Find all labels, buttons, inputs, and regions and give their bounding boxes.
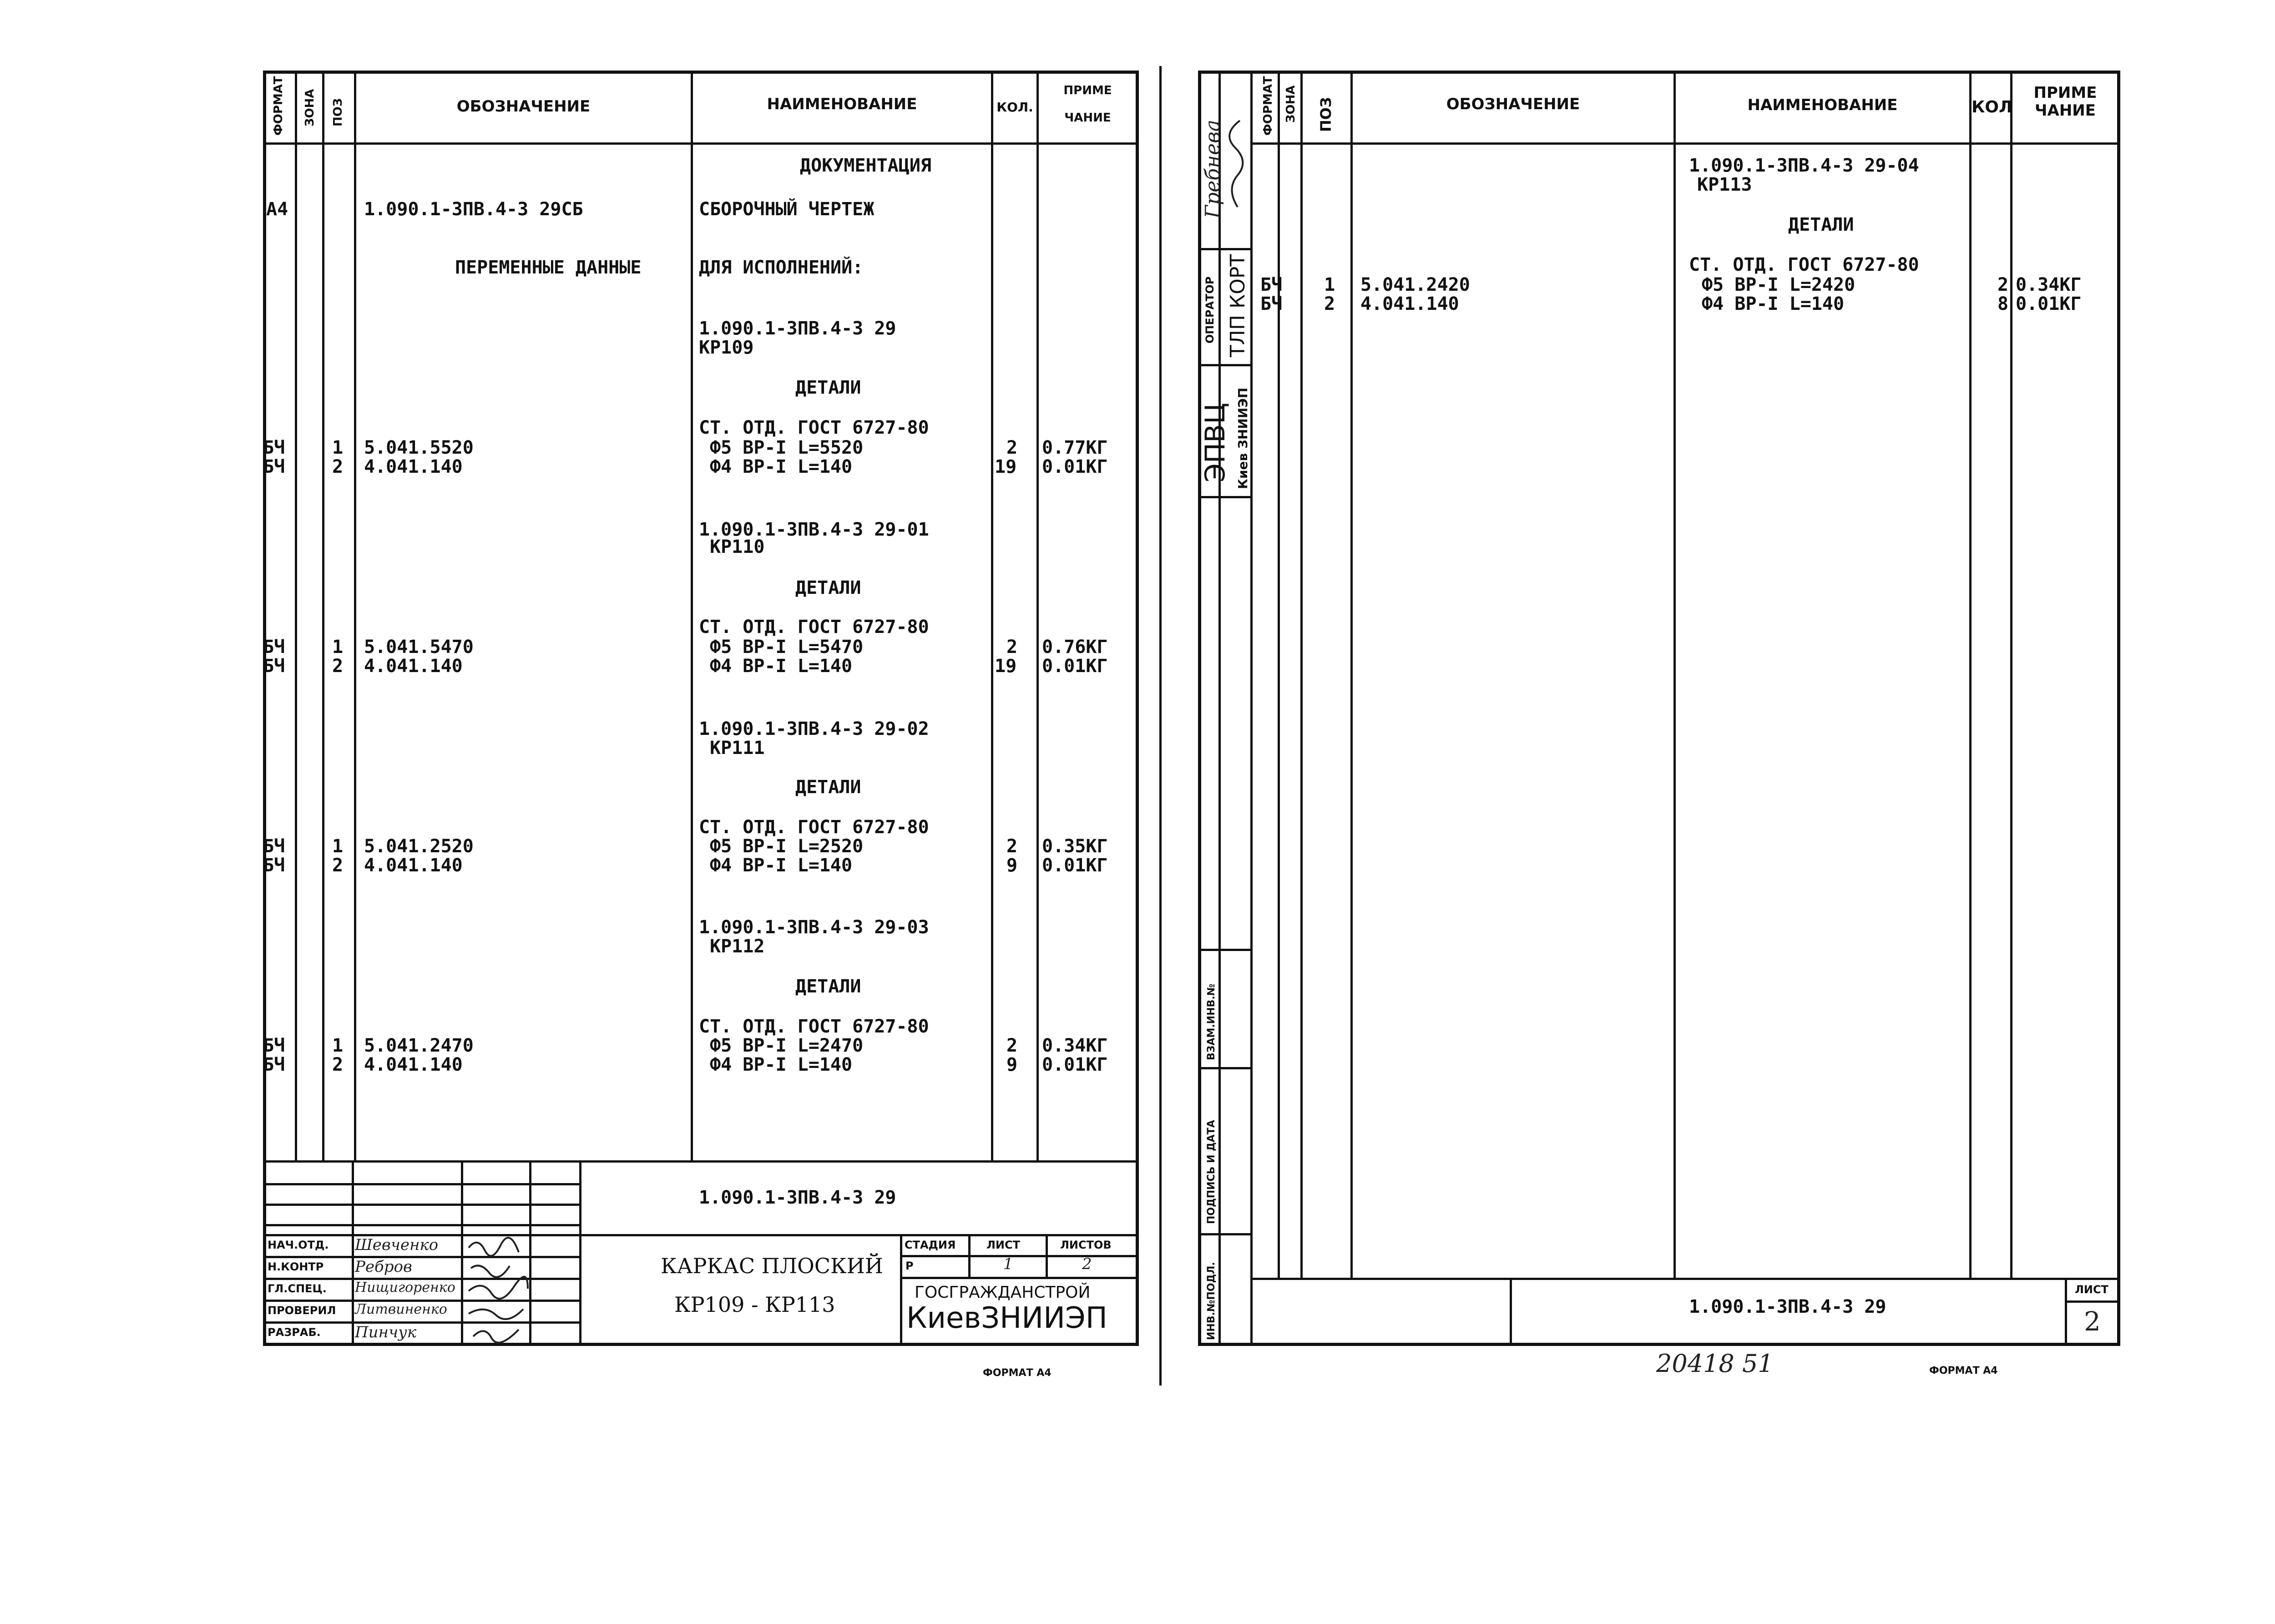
- item-code: 4.041.140: [364, 456, 463, 477]
- left-col-line: [991, 71, 993, 1160]
- sheet-value: 1: [1003, 1255, 1013, 1273]
- left-format-footer: ФОРМАТ А4: [983, 1367, 1052, 1379]
- stamp-row-line: [1198, 364, 1253, 366]
- item-name: Ф5 ВР-I L=2520: [710, 836, 864, 857]
- item-qty: 19: [995, 456, 1017, 477]
- item-pos: 1: [332, 1035, 344, 1056]
- item-qty: 2: [1997, 274, 2009, 295]
- variant-code: 1.090.1-3ПВ.4-3 29-03: [699, 917, 929, 938]
- title-block-line: [900, 1255, 1139, 1257]
- right-stamp-col: [1510, 1278, 1512, 1346]
- stage-label: СТАДИЯ: [905, 1239, 956, 1251]
- center-divider: [1159, 66, 1162, 1386]
- variant-mark: КР112: [710, 936, 765, 957]
- header-pos: ПОЗ: [1317, 97, 1335, 132]
- item-name: Ф4 ВР-I L=140: [710, 456, 853, 477]
- item-code: 5.041.5470: [364, 637, 474, 658]
- title-block-top-line: [263, 1160, 1139, 1163]
- role-person: Литвиненко: [355, 1301, 447, 1317]
- stamp-row-line: [1198, 949, 1253, 951]
- item-code: 5.041.2520: [364, 836, 474, 857]
- header-note-line2: ЧАНИЕ: [2035, 101, 2096, 120]
- item-fmt: БЧ: [263, 1054, 285, 1075]
- stamp-row-line: [1198, 1067, 1253, 1069]
- right-sheet-label: ЛИСТ: [2075, 1283, 2109, 1296]
- for-versions: ДЛЯ ИСПОЛНЕНИЙ:: [699, 257, 864, 278]
- left-col-line: [1036, 71, 1039, 1160]
- item-fmt: БЧ: [263, 855, 285, 876]
- stamp-col-line: [1250, 71, 1253, 1346]
- item-note: 0.01КГ: [1042, 1054, 1108, 1075]
- item-note: 0.01КГ: [2016, 293, 2082, 314]
- title-line2: КР109 - КР113: [674, 1292, 835, 1317]
- header-format: ФОРМАТ: [1261, 76, 1275, 136]
- item-code: 5.041.2420: [1360, 274, 1470, 295]
- signatures-scribbles: [464, 1234, 532, 1346]
- left-col-line: [322, 71, 324, 1160]
- title-block-col: [900, 1234, 902, 1346]
- title-block-line: [263, 1256, 581, 1258]
- sheet-label: ЛИСТ: [986, 1239, 1021, 1251]
- item-name: Ф5 ВР-I L=2470: [710, 1035, 864, 1056]
- stamp-kiev: Киев ЗНИИЭП: [1235, 387, 1250, 489]
- item-note: 0.34КГ: [1042, 1035, 1108, 1056]
- title-block-line: [263, 1321, 581, 1324]
- header-qty: КОЛ: [1972, 98, 2012, 116]
- item-qty: 2: [1006, 1035, 1018, 1056]
- item-name: Ф5 ВР-I L=5520: [710, 437, 864, 458]
- right-header-line: [1253, 142, 2120, 145]
- item-pos: 2: [1324, 293, 1335, 314]
- title-block-line: [263, 1183, 581, 1185]
- item-fmt: БЧ: [263, 656, 285, 677]
- title-block-col: [579, 1160, 581, 1346]
- item-pos: 1: [332, 836, 344, 857]
- header-note-line1: ПРИМЕ: [1063, 84, 1112, 97]
- right-stamp-col: [2065, 1278, 2067, 1346]
- item-fmt: БЧ: [263, 1035, 285, 1056]
- item-qty: 2: [1006, 836, 1018, 857]
- right-col-line: [1969, 71, 1972, 1279]
- sheets-value: 2: [1082, 1255, 1092, 1273]
- right-sheet-value: 2: [2084, 1306, 2101, 1337]
- documentation-heading: ДОКУМЕНТАЦИЯ: [800, 155, 931, 176]
- variable-data: ПЕРЕМЕННЫЕ ДАННЫЕ: [455, 257, 642, 278]
- gost-line: СТ. ОТД. ГОСТ 6727-80: [1689, 254, 1919, 275]
- header-pos: ПОЗ: [331, 98, 345, 126]
- item-note: 0.76КГ: [1042, 637, 1108, 658]
- item-note: 0.34КГ: [2016, 274, 2082, 295]
- variant-mark: КР113: [1697, 174, 1752, 195]
- stamp-inv-orig: ИНВ.№ПОДЛ.: [1206, 1262, 1217, 1340]
- header-qty: КОЛ.: [996, 100, 1033, 115]
- role-person: Ребров: [355, 1258, 412, 1276]
- item-note: 0.01КГ: [1042, 456, 1108, 477]
- variant-mark: КР111: [710, 738, 765, 759]
- left-col-line: [295, 71, 297, 1160]
- gost-line: СТ. ОТД. ГОСТ 6727-80: [699, 617, 929, 637]
- item-pos: 2: [332, 855, 344, 876]
- details-heading: ДЕТАЛИ: [795, 777, 861, 798]
- variant-mark: КР109: [699, 337, 754, 358]
- title-block-line: [263, 1224, 581, 1226]
- header-zone: ЗОНА: [303, 89, 317, 126]
- right-doc-code: 1.090.1-3ПВ.4-3 29: [1689, 1296, 1886, 1317]
- sheets-label: ЛИСТОВ: [1060, 1239, 1112, 1251]
- item-name: Ф4 ВР-I L=140: [710, 1054, 853, 1075]
- role-label: РАЗРАБ.: [268, 1326, 321, 1339]
- item-fmt: БЧ: [263, 836, 285, 857]
- header-name: НАИМЕНОВАНИЕ: [1747, 96, 1898, 114]
- stamp-signature-name: Гребнева: [1201, 119, 1224, 218]
- header-note: [2012, 84, 2118, 120]
- details-heading: ДЕТАЛИ: [795, 976, 861, 997]
- right-stamp-top-line: [1253, 1278, 2120, 1280]
- stamp-col-line: [1218, 71, 1221, 1346]
- variant-code: 1.090.1-3ПВ.4-3 29-04: [1689, 155, 1919, 176]
- item-fmt: БЧ: [263, 437, 285, 458]
- role-person: Нищигоренко: [355, 1280, 455, 1295]
- assembly-format: А4: [266, 199, 288, 220]
- stamp-tlp: ТЛП КОРТ: [1226, 254, 1249, 357]
- variant-code: 1.090.1-3ПВ.4-3 29: [699, 318, 896, 339]
- item-fmt: БЧ: [263, 456, 285, 477]
- org-line2: КиевЗНИИЭП: [906, 1301, 1107, 1335]
- left-col-line: [691, 71, 693, 1160]
- org-line1: ГОСГРАЖДАНСТРОЙ: [915, 1283, 1091, 1302]
- right-sheet-frame: [1198, 71, 2120, 1346]
- item-note: 0.35КГ: [1042, 836, 1108, 857]
- stamp-row-line: [1198, 496, 1253, 498]
- role-label: Н.КОНТР: [268, 1260, 324, 1273]
- variant-code: 1.090.1-3ПВ.4-3 29-02: [699, 718, 929, 739]
- item-name: Ф4 ВР-I L=140: [710, 656, 853, 677]
- item-name: Ф4 ВР-I L=140: [1702, 293, 1845, 314]
- title-block-col: [968, 1234, 971, 1277]
- role-label: ПРОВЕРИЛ: [268, 1304, 336, 1317]
- item-qty: 2: [1006, 637, 1018, 658]
- left-col-line: [354, 71, 356, 1160]
- item-pos: 2: [332, 456, 344, 477]
- title-block-col: [461, 1160, 463, 1346]
- header-designation: ОБОЗНАЧЕНИЕ: [1446, 95, 1580, 113]
- title-line1: КАРКАС ПЛОСКИЙ: [661, 1254, 883, 1278]
- item-pos: 2: [332, 656, 344, 677]
- right-format-footer: ФОРМАТ А4: [1929, 1365, 1998, 1376]
- header-note-line2: ЧАНИЕ: [1064, 111, 1111, 125]
- right-stamp-line: [2065, 1300, 2120, 1303]
- stamp-row-line: [1198, 1233, 1253, 1235]
- header-note-line1: ПРИМЕ: [2033, 84, 2097, 102]
- header-name: НАИМЕНОВАНИЕ: [767, 95, 917, 113]
- header-note: [1039, 84, 1137, 125]
- item-qty: 9: [1006, 855, 1018, 876]
- gost-line: СТ. ОТД. ГОСТ 6727-80: [699, 417, 929, 438]
- header-zone: ЗОНА: [1284, 85, 1298, 123]
- gost-line: СТ. ОТД. ГОСТ 6727-80: [699, 1016, 929, 1037]
- gost-line: СТ. ОТД. ГОСТ 6727-80: [699, 817, 929, 838]
- item-pos: 1: [332, 437, 344, 458]
- title-block-col: [352, 1160, 354, 1346]
- title-block-col: [1046, 1234, 1048, 1277]
- title-block-line: [263, 1204, 581, 1206]
- header-designation: ОБОЗНАЧЕНИЕ: [456, 97, 591, 116]
- stamp-epvc: ЭПВЦ: [1199, 403, 1231, 482]
- assembly-code: 1.090.1-3ПВ.4-3 29СБ: [364, 199, 583, 220]
- item-pos: 2: [332, 1054, 344, 1075]
- item-qty: 19: [995, 656, 1017, 677]
- role-person: Шевченко: [355, 1236, 439, 1254]
- title-block-line: [900, 1277, 1139, 1279]
- item-note: 0.77КГ: [1042, 437, 1108, 458]
- handwritten-number: 20418 51: [1656, 1349, 1774, 1378]
- item-fmt: БЧ: [1260, 274, 1283, 295]
- item-pos: 1: [332, 637, 344, 658]
- item-name: Ф4 ВР-I L=140: [710, 855, 853, 876]
- item-pos: 1: [1324, 274, 1335, 295]
- details-heading: ДЕТАЛИ: [795, 377, 861, 398]
- item-qty: 9: [1006, 1054, 1018, 1075]
- item-qty: 2: [1006, 437, 1018, 458]
- right-col-line: [1300, 71, 1303, 1279]
- right-col-line: [1673, 71, 1676, 1279]
- item-code: 4.041.140: [1360, 293, 1459, 314]
- stamp-operator: ОПЕРАТОР: [1203, 276, 1216, 344]
- right-col-line: [2010, 71, 2012, 1279]
- header-format: ФОРМАТ: [272, 76, 285, 136]
- item-note: 0.01КГ: [1042, 656, 1108, 677]
- item-code: 4.041.140: [364, 855, 463, 876]
- stamp-inv-dub: ВЗАМ.ИНВ.№: [1206, 983, 1217, 1060]
- role-label: ГЛ.СПЕЦ.: [268, 1282, 327, 1295]
- details-heading: ДЕТАЛИ: [1788, 214, 1854, 235]
- role-person: Пинчук: [355, 1323, 417, 1341]
- item-code: 4.041.140: [364, 656, 463, 677]
- item-name: Ф5 ВР-I L=2420: [1702, 274, 1855, 295]
- role-label: НАЧ.ОТД.: [268, 1239, 329, 1251]
- item-code: 4.041.140: [364, 1054, 463, 1075]
- details-heading: ДЕТАЛИ: [795, 577, 861, 598]
- item-code: 5.041.5520: [364, 437, 474, 458]
- item-note: 0.01КГ: [1042, 855, 1108, 876]
- variant-code: 1.090.1-3ПВ.4-3 29-01: [699, 519, 929, 540]
- item-qty: 8: [1997, 293, 2009, 314]
- item-name: Ф5 ВР-I L=5470: [710, 637, 864, 658]
- item-fmt: БЧ: [263, 637, 285, 658]
- stage-value: Р: [905, 1260, 914, 1272]
- item-fmt: БЧ: [1260, 293, 1283, 314]
- stamp-sign-date: ПОДПИСЬ И ДАТА: [1206, 1120, 1217, 1224]
- right-col-line: [1350, 71, 1353, 1279]
- item-code: 5.041.2470: [364, 1035, 474, 1056]
- title-block-doc-code: 1.090.1-3ПВ.4-3 29: [699, 1187, 896, 1208]
- right-col-line: [1278, 71, 1280, 1279]
- assembly-name: СБОРОЧНЫЙ ЧЕРТЕЖ: [699, 199, 875, 220]
- left-header-line: [263, 142, 1139, 145]
- variant-mark: КР110: [710, 536, 765, 557]
- stamp-row-line: [1198, 248, 1253, 250]
- stamp-signature-scribble: [1224, 111, 1249, 212]
